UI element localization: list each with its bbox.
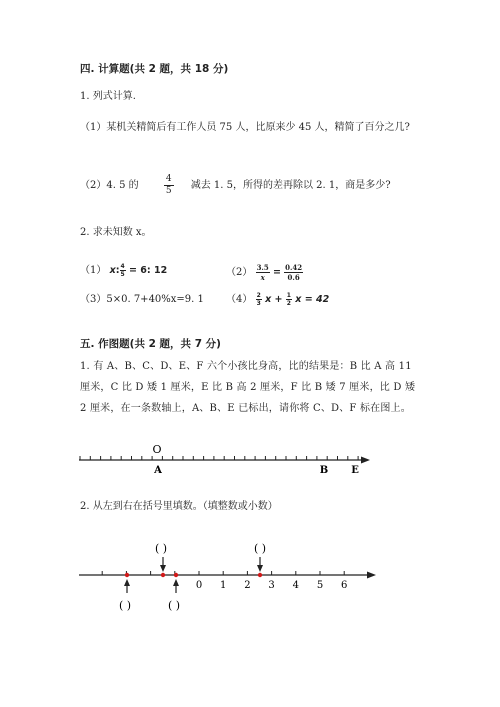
label-o: O bbox=[152, 443, 162, 456]
q2-label: 2. 求未知数 x。 bbox=[80, 227, 152, 238]
label-e: E bbox=[351, 465, 359, 476]
s5-q1-text: 1. 有 A、B、C、D、E、F 六个小孩比身高，比的结果是：B 比 A 高 11 厘米，C 比 D 矮 1 厘米，E 比 B 高 2 厘米，F 比 B 矮 7 厘米，比 D 矮 2 厘米，在一条数轴上，A、B、E 已标出，请你将 C、D、F 标在图上。 bbox=[80, 361, 416, 414]
fraction-denominator: 0.6 bbox=[287, 273, 300, 282]
equation-3: （3）5×0. 7+40%x=9. 1 bbox=[80, 294, 204, 305]
tick-label-3: 3 bbox=[268, 580, 275, 591]
bracket-top-2[interactable]: ( ) bbox=[253, 542, 267, 555]
fraction-numerator: 3.5 bbox=[256, 263, 269, 272]
number-line-1-arrow bbox=[361, 457, 370, 464]
fraction-numerator: 0.42 bbox=[285, 263, 303, 272]
equation-1 bbox=[80, 262, 167, 280]
section-5-title: 五. 作图题(共 2 题，共 7 分) bbox=[80, 338, 221, 350]
fraction-0.42-over-0.6 bbox=[284, 263, 303, 282]
fraction-1-2 bbox=[286, 292, 292, 307]
tick-label-0: 0 bbox=[195, 580, 203, 591]
number-line-2-ticks bbox=[102, 571, 347, 591]
equation-4-rest: x = 42 bbox=[295, 294, 330, 305]
fraction-denominator: 5 bbox=[120, 271, 125, 278]
up-arrow-1-icon bbox=[124, 579, 130, 586]
down-arrow-2-icon bbox=[257, 565, 263, 572]
q1-part2-suffix: 减去 1. 5，所得的差再除以 2. 1，商是多少? bbox=[190, 180, 391, 191]
equation-4-mid: x + bbox=[265, 294, 283, 305]
fraction-numerator: 4 bbox=[120, 263, 125, 270]
equation-1-rest: = 6: 12 bbox=[129, 265, 168, 276]
equation-2 bbox=[226, 262, 303, 284]
q1-label: 1. 列式计算. bbox=[80, 91, 136, 102]
colon: : bbox=[115, 265, 120, 276]
fraction-4-5 bbox=[120, 263, 126, 278]
equation-4 bbox=[226, 290, 329, 310]
fraction-denominator: 3 bbox=[256, 300, 261, 307]
tick-label-6: 6 bbox=[341, 580, 348, 591]
tick-label-4: 4 bbox=[292, 580, 299, 591]
section-4-title: 四. 计算题(共 2 题，共 18 分) bbox=[80, 63, 229, 75]
fraction-numerator: 2 bbox=[256, 292, 261, 299]
bracket-bottom-2[interactable]: ( ) bbox=[167, 599, 181, 612]
red-marker-4 bbox=[258, 573, 262, 577]
q1-part2 bbox=[80, 172, 391, 200]
number-line-2-arrow bbox=[367, 572, 376, 579]
fraction-denominator: 5 bbox=[165, 186, 172, 196]
var-x: x bbox=[109, 265, 116, 276]
label-b: B bbox=[319, 465, 329, 476]
red-marker-2 bbox=[161, 573, 165, 577]
equals-sign: = bbox=[272, 267, 281, 278]
down-arrow-1-icon bbox=[160, 565, 166, 572]
number-line-1 bbox=[74, 438, 394, 478]
fraction-numerator: 4 bbox=[165, 174, 172, 184]
equation-2-label: （2） bbox=[226, 267, 253, 278]
equation-1-label: （1） bbox=[80, 265, 107, 276]
fraction-numerator: 1 bbox=[286, 292, 291, 299]
equation-1-body bbox=[110, 265, 168, 276]
bracket-bottom-1[interactable]: ( ) bbox=[118, 599, 132, 612]
q1-part2-prefix: （2）4. 5 的 bbox=[80, 180, 139, 191]
up-arrow-2-icon bbox=[173, 579, 179, 586]
tick-label-2: 2 bbox=[244, 580, 251, 591]
fraction-four-fifths bbox=[164, 174, 174, 197]
tick-label-1: 1 bbox=[220, 580, 227, 591]
fraction-denominator: 2 bbox=[286, 300, 291, 307]
red-marker-3 bbox=[174, 573, 178, 577]
fraction-denominator: x bbox=[260, 273, 265, 282]
q1-part1: （1）某机关精简后有工作人员 75 人，比原来少 45 人，精简了百分之几? bbox=[80, 122, 410, 133]
number-line-1-ticks bbox=[80, 456, 358, 460]
label-a: A bbox=[154, 465, 162, 476]
tick-label-5: 5 bbox=[316, 580, 324, 591]
fraction-2-3 bbox=[256, 292, 262, 307]
red-marker-1 bbox=[125, 573, 129, 577]
equation-4-body bbox=[256, 294, 330, 305]
number-line-2 bbox=[74, 535, 394, 625]
equation-4-label: （4） bbox=[226, 294, 253, 305]
bracket-top-1[interactable]: ( ) bbox=[154, 542, 168, 555]
s5-q2-label: 2. 从左到右在括号里填数。（填整数或小数） bbox=[80, 501, 278, 512]
fraction-3.5-over-x bbox=[256, 263, 270, 282]
